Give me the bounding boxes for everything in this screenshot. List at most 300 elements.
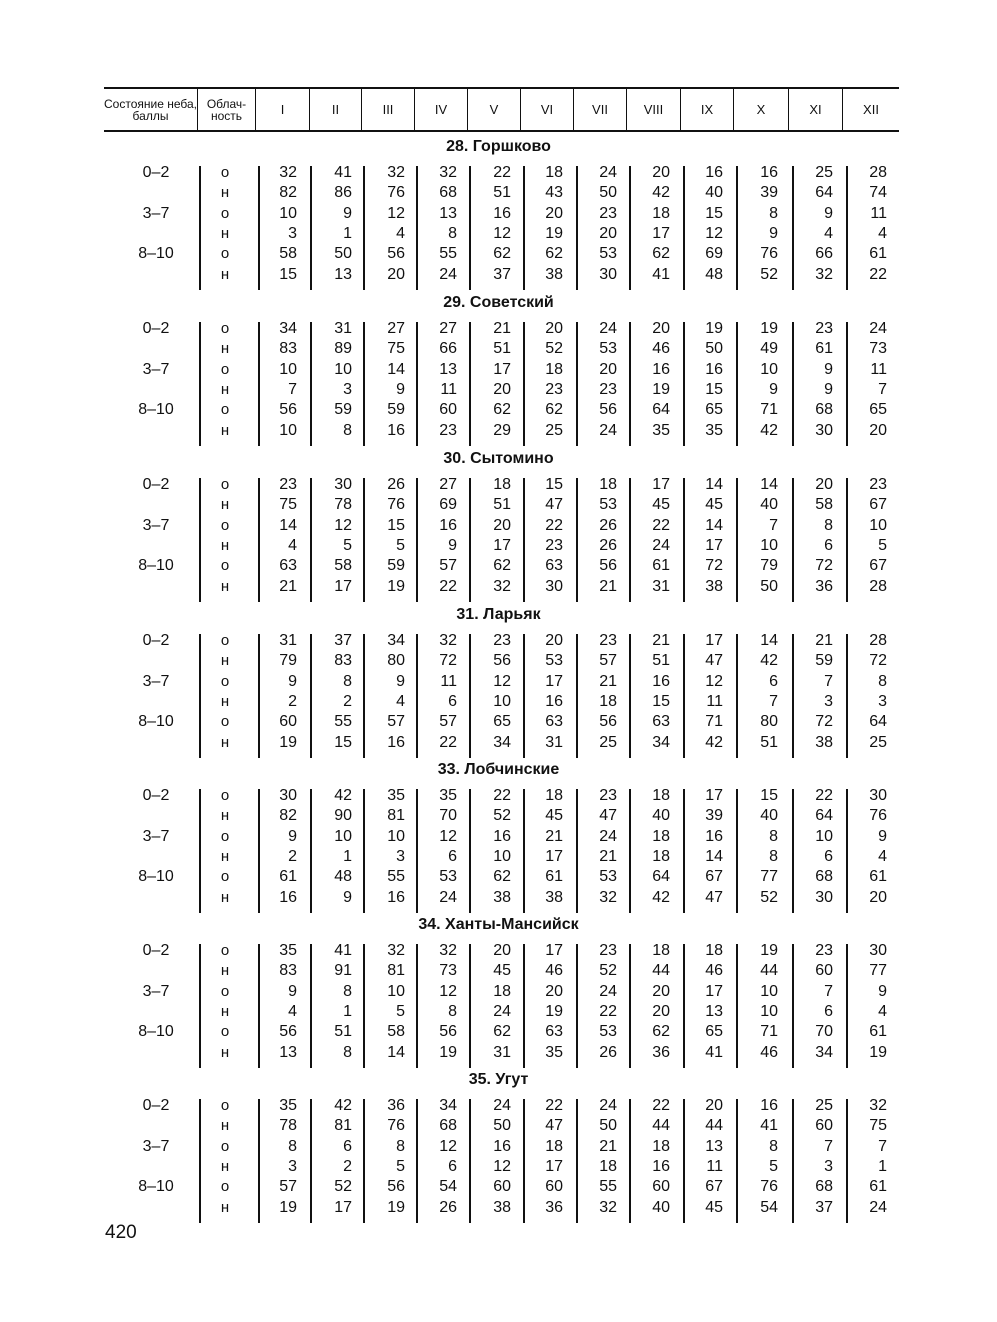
table-cell: 9 [396, 380, 405, 398]
table-cell: 9 [343, 204, 352, 222]
sky-state-label: 8–10 [138, 713, 174, 731]
table-cell: 65 [705, 1023, 723, 1041]
table-cell: 6 [824, 1002, 833, 1020]
table-cell: 32 [439, 164, 457, 181]
table-cell: 26 [599, 516, 617, 534]
table-cell: 24 [599, 827, 617, 845]
table-cell: 30 [869, 942, 887, 959]
cloudiness-label: н [220, 1043, 230, 1061]
table-cell: 62 [493, 557, 511, 575]
cloudiness-label: н [220, 380, 230, 398]
table-cell: 30 [869, 787, 887, 804]
table-header [104, 87, 899, 132]
table-cell: 21 [599, 577, 617, 595]
table-cell: 56 [279, 401, 297, 419]
cloudiness-label: о [220, 516, 230, 534]
table-cell: 53 [599, 868, 617, 886]
table-cell: 67 [705, 1178, 723, 1196]
table-cell: 55 [439, 245, 457, 263]
table-cell: 10 [760, 982, 778, 1000]
table-cell: 59 [815, 652, 833, 670]
cloudiness-label: о [220, 245, 230, 263]
table-cell: 78 [334, 496, 352, 514]
table-cell: 7 [824, 672, 833, 690]
table-cell: 20 [869, 421, 887, 439]
cloudiness-label: о [220, 672, 230, 690]
table-cell: 18 [493, 982, 511, 1000]
table-cell: 63 [652, 713, 670, 731]
table-cell: 10 [760, 360, 778, 378]
table-cell: 35 [279, 942, 297, 959]
table-cell: 71 [760, 401, 778, 419]
page-number: 420 [105, 1222, 137, 1243]
table-cell: 34 [815, 1043, 833, 1061]
table-cell: 74 [869, 184, 887, 202]
table-cell: 6 [824, 847, 833, 865]
table-cell: 34 [439, 1097, 457, 1114]
table-cell: 17 [493, 536, 511, 554]
table-cell: 1 [343, 224, 352, 242]
table-cell: 62 [545, 401, 563, 419]
table-cell: 15 [279, 265, 297, 283]
table-cell: 4 [396, 224, 405, 242]
table-cell: 38 [493, 888, 511, 906]
table-cell: 47 [545, 496, 563, 514]
table-cell: 24 [869, 1198, 887, 1216]
table-cell: 31 [652, 577, 670, 595]
table-cell: 36 [815, 577, 833, 595]
cloudiness-label: о [220, 401, 230, 419]
table-cell: 17 [705, 982, 723, 1000]
table-cell: 46 [705, 962, 723, 980]
table-cell: 35 [545, 1043, 563, 1061]
table-cell: 36 [545, 1198, 563, 1216]
table-cell: 24 [599, 982, 617, 1000]
table-cell: 64 [652, 401, 670, 419]
table-cell: 22 [493, 164, 511, 181]
cloudiness-label: н [220, 265, 230, 283]
header-cloudiness: Облач-ность [197, 89, 255, 130]
table-cell: 5 [769, 1157, 778, 1175]
table-cell: 67 [869, 496, 887, 514]
table-cell: 25 [869, 733, 887, 751]
table-cell: 63 [545, 1023, 563, 1041]
table-cell: 23 [815, 320, 833, 337]
table-cell: 10 [334, 827, 352, 845]
table-cell: 71 [760, 1023, 778, 1041]
table-cell: 2 [288, 847, 297, 865]
table-cell: 8 [769, 1137, 778, 1155]
table-cell: 23 [545, 380, 563, 398]
table-cell: 68 [439, 184, 457, 202]
table-cell: 32 [599, 888, 617, 906]
table-cell: 13 [439, 204, 457, 222]
table-cell: 32 [599, 1198, 617, 1216]
station-title: 31. Ларьяк [456, 606, 541, 623]
table-cell: 9 [878, 982, 887, 1000]
table-cell: 9 [396, 672, 405, 690]
table-cell: 10 [760, 1002, 778, 1020]
table-cell: 36 [387, 1097, 405, 1114]
table-cell: 69 [439, 496, 457, 514]
table-cell: 24 [439, 888, 457, 906]
table-cell: 15 [545, 476, 563, 493]
table-cell: 80 [760, 713, 778, 731]
table-cell: 6 [824, 536, 833, 554]
table-cell: 11 [440, 672, 457, 690]
table-cell: 24 [599, 421, 617, 439]
table-cell: 23 [545, 536, 563, 554]
table-cell: 72 [869, 652, 887, 670]
table-cell: 12 [493, 672, 511, 690]
table-cell: 8 [878, 672, 887, 690]
table-cell: 18 [545, 164, 563, 181]
table-cell: 30 [815, 421, 833, 439]
table-cell: 16 [493, 827, 511, 845]
table-cell: 24 [493, 1002, 511, 1020]
table-cell: 9 [448, 536, 457, 554]
table-cell: 80 [387, 652, 405, 670]
table-cell: 12 [705, 224, 723, 242]
table-cell: 9 [878, 827, 887, 845]
table-cell: 52 [334, 1178, 352, 1196]
table-cell: 8 [769, 847, 778, 865]
table-cell: 73 [439, 962, 457, 980]
table-cell: 81 [387, 962, 405, 980]
table-cell: 53 [599, 340, 617, 358]
table-cell: 47 [545, 1117, 563, 1135]
table-cell: 54 [760, 1198, 778, 1216]
table-cell: 64 [815, 807, 833, 825]
table-cell: 7 [769, 692, 778, 710]
table-cell: 5 [396, 1157, 405, 1175]
table-cell: 17 [545, 847, 563, 865]
table-cell: 16 [652, 672, 670, 690]
column-divider [199, 478, 201, 602]
table-cell: 1 [343, 847, 352, 865]
cloudiness-label: о [220, 713, 230, 731]
table-cell: 10 [387, 982, 405, 1000]
table-cell: 4 [288, 536, 297, 554]
table-cell: 9 [824, 360, 833, 378]
table-cell: 25 [815, 1097, 833, 1114]
table-cell: 12 [439, 827, 457, 845]
table-cell: 18 [545, 1137, 563, 1155]
table-cell: 56 [493, 652, 511, 670]
table-cell: 10 [279, 360, 297, 378]
table-cell: 40 [705, 184, 723, 202]
table-cell: 9 [343, 888, 352, 906]
table-cell: 79 [279, 652, 297, 670]
table-cell: 39 [760, 184, 778, 202]
table-cell: 22 [652, 516, 670, 534]
table-cell: 2 [288, 692, 297, 710]
table-cell: 23 [599, 632, 617, 649]
table-cell: 73 [869, 340, 887, 358]
table-cell: 42 [334, 787, 352, 804]
table-cell: 40 [760, 807, 778, 825]
header-month-3: III [361, 89, 414, 130]
header-month-10: X [733, 89, 788, 130]
table-cell: 5 [343, 536, 352, 554]
table-cell: 32 [439, 942, 457, 959]
station-title: 30. Сытомино [443, 450, 554, 467]
cloudiness-label: н [220, 888, 230, 906]
table-cell: 21 [545, 827, 563, 845]
table-cell: 20 [652, 164, 670, 181]
table-cell: 7 [824, 982, 833, 1000]
table-cell: 19 [545, 1002, 563, 1020]
cloudiness-label: о [220, 1178, 230, 1196]
sky-state-label: 3–7 [142, 1137, 170, 1155]
table-cell: 9 [769, 380, 778, 398]
table-cell: 9 [288, 982, 297, 1000]
table-cell: 20 [815, 476, 833, 493]
table-cell: 65 [493, 713, 511, 731]
table-cell: 24 [652, 536, 670, 554]
table-cell: 23 [869, 476, 887, 493]
table-cell: 34 [387, 632, 405, 649]
table-cell: 59 [387, 401, 405, 419]
table-cell: 90 [334, 807, 352, 825]
table-cell: 16 [387, 733, 405, 751]
table-cell: 60 [545, 1178, 563, 1196]
table-cell: 62 [652, 1023, 670, 1041]
station-title: 29. Советский [443, 294, 554, 311]
table-cell: 18 [493, 476, 511, 493]
table-cell: 83 [279, 962, 297, 980]
table-cell: 27 [387, 320, 405, 337]
sky-state-label: 3–7 [142, 982, 170, 1000]
station-title: 28. Горшково [446, 138, 551, 155]
table-cell: 76 [387, 496, 405, 514]
cloudiness-label: о [220, 1023, 230, 1041]
table-cell: 16 [279, 888, 297, 906]
table-cell: 17 [652, 476, 670, 493]
table-cell: 8 [769, 204, 778, 222]
table-cell: 10 [334, 360, 352, 378]
header-month-1: I [255, 89, 309, 130]
table-cell: 32 [279, 164, 297, 181]
table-cell: 62 [493, 245, 511, 263]
table-cell: 64 [815, 184, 833, 202]
table-cell: 25 [545, 421, 563, 439]
table-cell: 72 [705, 557, 723, 575]
sky-state-label: 8–10 [138, 1178, 174, 1196]
table-cell: 12 [439, 982, 457, 1000]
table-cell: 67 [705, 868, 723, 886]
table-cell: 76 [760, 1178, 778, 1196]
table-cell: 60 [815, 1117, 833, 1135]
table-cell: 14 [387, 1043, 405, 1061]
table-cell: 13 [279, 1043, 297, 1061]
table-cell: 9 [824, 204, 833, 222]
table-cell: 16 [387, 888, 405, 906]
table-cell: 51 [652, 652, 670, 670]
table-cell: 47 [599, 807, 617, 825]
table-cell: 57 [439, 713, 457, 731]
table-cell: 39 [705, 807, 723, 825]
table-cell: 4 [878, 1002, 887, 1020]
table-cell: 35 [387, 787, 405, 804]
table-cell: 20 [705, 1097, 723, 1114]
table-cell: 3 [288, 224, 297, 242]
cloudiness-label: о [220, 942, 230, 959]
table-cell: 50 [493, 1117, 511, 1135]
table-cell: 12 [387, 204, 405, 222]
column-divider [199, 322, 201, 446]
table-cell: 8 [343, 672, 352, 690]
table-cell: 81 [387, 807, 405, 825]
table-cell: 61 [279, 868, 297, 886]
cloudiness-label: н [220, 847, 230, 865]
table-cell: 51 [493, 340, 511, 358]
sky-state-label: 8–10 [138, 868, 174, 886]
table-cell: 10 [279, 204, 297, 222]
table-cell: 34 [493, 733, 511, 751]
table-cell: 4 [878, 224, 887, 242]
table-cell: 64 [869, 713, 887, 731]
table-cell: 23 [493, 632, 511, 649]
table-cell: 6 [343, 1137, 352, 1155]
table-cell: 3 [288, 1157, 297, 1175]
table-cell: 62 [493, 1023, 511, 1041]
column-divider [199, 634, 201, 758]
table-cell: 70 [439, 807, 457, 825]
cloudiness-label: о [220, 557, 230, 575]
table-cell: 22 [439, 577, 457, 595]
table-cell: 40 [760, 496, 778, 514]
table-cell: 17 [334, 1198, 352, 1216]
cloudiness-label: н [220, 652, 230, 670]
table-cell: 13 [705, 1137, 723, 1155]
cloudiness-label: н [220, 184, 230, 202]
table-cell: 31 [279, 632, 297, 649]
table-cell: 20 [545, 982, 563, 1000]
table-cell: 16 [545, 692, 563, 710]
table-cell: 41 [760, 1117, 778, 1135]
header-month-5: V [467, 89, 520, 130]
sky-state-label: 8–10 [138, 245, 174, 263]
sky-state-label: 3–7 [142, 827, 170, 845]
table-cell: 47 [705, 652, 723, 670]
cloudiness-label: о [220, 164, 230, 181]
table-cell: 6 [448, 692, 457, 710]
table-cell: 50 [599, 1117, 617, 1135]
table-cell: 8 [448, 1002, 457, 1020]
cloudiness-label: о [220, 787, 230, 804]
table-cell: 38 [545, 888, 563, 906]
table-cell: 3 [396, 847, 405, 865]
table-cell: 10 [493, 692, 511, 710]
cloudiness-label: о [220, 476, 230, 493]
table-cell: 45 [705, 1198, 723, 1216]
table-cell: 19 [439, 1043, 457, 1061]
cloudiness-label: н [220, 1157, 230, 1175]
sky-state-label: 3–7 [142, 360, 170, 378]
table-cell: 16 [439, 516, 457, 534]
table-cell: 89 [334, 340, 352, 358]
table-cell: 61 [869, 1023, 887, 1041]
table-cell: 91 [334, 962, 352, 980]
table-cell: 20 [545, 632, 563, 649]
table-cell: 19 [545, 224, 563, 242]
table-cell: 75 [869, 1117, 887, 1135]
cloudiness-label: о [220, 982, 230, 1000]
table-cell: 24 [869, 320, 887, 337]
table-cell: 19 [652, 380, 670, 398]
table-cell: 20 [387, 265, 405, 283]
table-cell: 41 [334, 942, 352, 959]
table-cell: 38 [815, 733, 833, 751]
table-cell: 16 [493, 204, 511, 222]
table-cell: 20 [599, 224, 617, 242]
table-cell: 16 [705, 164, 723, 181]
table-cell: 79 [760, 557, 778, 575]
table-cell: 8 [769, 827, 778, 845]
table-cell: 19 [705, 320, 723, 337]
table-cell: 24 [599, 320, 617, 337]
table-cell: 10 [760, 536, 778, 554]
table-cell: 22 [439, 733, 457, 751]
table-cell: 22 [869, 265, 887, 283]
table-cell: 71 [705, 713, 723, 731]
table-cell: 78 [279, 1117, 297, 1135]
table-cell: 49 [760, 340, 778, 358]
column-divider [199, 944, 201, 1068]
table-cell: 53 [545, 652, 563, 670]
table-cell: 34 [279, 320, 297, 337]
sky-state-label: 0–2 [142, 164, 170, 181]
table-cell: 53 [599, 245, 617, 263]
table-cell: 4 [878, 847, 887, 865]
table-cell: 57 [387, 713, 405, 731]
header-month-7: VII [573, 89, 626, 130]
table-cell: 19 [279, 1198, 297, 1216]
table-cell: 22 [545, 516, 563, 534]
table-cell: 22 [652, 1097, 670, 1114]
table-cell: 32 [439, 632, 457, 649]
table-cell: 15 [705, 380, 723, 398]
table-cell: 82 [279, 807, 297, 825]
table-cell: 42 [652, 184, 670, 202]
table-cell: 66 [815, 245, 833, 263]
table-cell: 18 [652, 204, 670, 222]
table-cell: 18 [652, 1137, 670, 1155]
table-cell: 18 [652, 942, 670, 959]
table-cell: 56 [599, 713, 617, 731]
table-cell: 38 [493, 1198, 511, 1216]
table-cell: 30 [279, 787, 297, 804]
header-month-11: XI [788, 89, 842, 130]
cloudiness-label: н [220, 733, 230, 751]
table-cell: 11 [870, 204, 887, 222]
table-cell: 56 [387, 245, 405, 263]
table-cell: 17 [493, 360, 511, 378]
table-cell: 75 [387, 340, 405, 358]
table-cell: 56 [387, 1178, 405, 1196]
table-cell: 8 [343, 1043, 352, 1061]
table-cell: 10 [815, 827, 833, 845]
table-cell: 21 [599, 1137, 617, 1155]
table-cell: 46 [545, 962, 563, 980]
table-cell: 14 [705, 847, 723, 865]
table-cell: 22 [493, 787, 511, 804]
table-cell: 51 [493, 184, 511, 202]
table-cell: 53 [599, 496, 617, 514]
table-cell: 42 [334, 1097, 352, 1114]
table-cell: 24 [599, 164, 617, 181]
